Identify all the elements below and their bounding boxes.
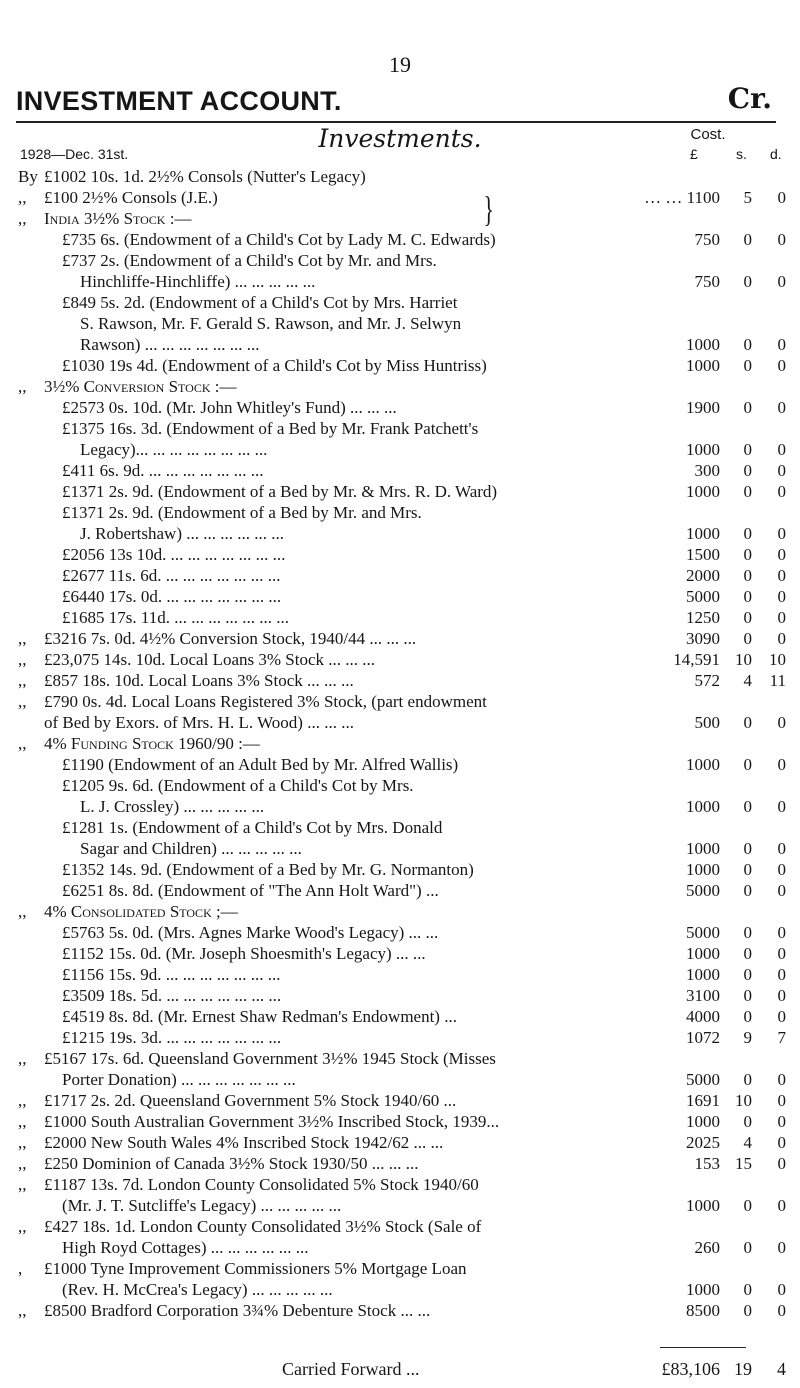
row-description: L. J. Crossley) ... ... ... ... ...	[80, 797, 265, 816]
row-amount-shillings: 10	[735, 650, 752, 669]
row-amount-pounds: 1000	[686, 1112, 720, 1131]
row-amount-pence: 0	[777, 545, 786, 564]
ledger-row	[0, 1195, 800, 1216]
row-description: High Royd Cottages) ... ... ... ... ... ...	[62, 1238, 309, 1257]
row-amount-shillings: 0	[743, 860, 752, 879]
row-prefix: ,,	[18, 1133, 27, 1152]
row-amount-pounds: 1000	[686, 482, 720, 501]
row-amount-shillings: 0	[743, 944, 752, 963]
row-prefix: ,	[18, 1259, 23, 1278]
row-amount-pounds: 1500	[686, 545, 720, 564]
ledger-row	[0, 208, 800, 229]
row-amount-shillings: 0	[743, 965, 752, 984]
row-amount-pounds: 1000	[686, 335, 720, 354]
row-description: £735 6s. (Endowment of a Child's Cot by Lady M. C. Edwards)	[62, 230, 496, 249]
row-description: £1205 9s. 6d. (Endowment of a Child's Cot by Mrs.	[62, 776, 414, 795]
row-amount-pence: 11	[769, 671, 786, 690]
ledger-row	[0, 355, 800, 376]
row-prefix: ,,	[18, 1091, 27, 1110]
row-amount-pence: 0	[777, 1196, 786, 1215]
row-amount-pence: 0	[777, 839, 786, 858]
row-amount-shillings: 0	[743, 881, 752, 900]
row-description: Hinchliffe-Hinchliffe) ... ... ... ... ...	[80, 272, 316, 291]
row-description: £2677 11s. 6d. ... ... ... ... ... ... ...	[62, 566, 281, 585]
row-description: £2000 New South Wales 4% Inscribed Stock 1942/62 ... ...	[44, 1133, 444, 1152]
cost-column-heading: Cost.	[690, 126, 726, 143]
row-description: £23,075 14s. 10d. Local Loans 3% Stock ... ... ...	[44, 650, 375, 669]
row-amount-shillings: 0	[743, 1196, 752, 1215]
row-amount-pence: 10	[769, 650, 786, 669]
ledger-row	[0, 376, 800, 397]
brace-symbol: }	[483, 189, 494, 229]
row-amount-shillings: 0	[743, 1112, 752, 1131]
ledger-row	[0, 460, 800, 481]
row-amount-pounds: 1000	[686, 797, 720, 816]
ledger-row	[0, 649, 800, 670]
row-description: £100 2½% Consols (J.E.)	[44, 188, 218, 207]
ledger-row	[0, 670, 800, 691]
header-rule	[16, 121, 776, 123]
row-amount-pence: 0	[777, 986, 786, 1005]
row-amount-pence: 0	[777, 755, 786, 774]
row-amount-shillings: 0	[743, 1280, 752, 1299]
row-amount-pence: 0	[777, 566, 786, 585]
row-amount-pounds: 1900	[686, 398, 720, 417]
row-amount-pence: 0	[777, 524, 786, 543]
row-description: £1352 14s. 9d. (Endowment of a Bed by Mr. G. Normanton)	[62, 860, 474, 879]
row-description: of Bed by Exors. of Mrs. H. L. Wood) ... ... ...	[44, 713, 354, 732]
row-amount-shillings: 0	[743, 1007, 752, 1026]
row-description: £1156 15s. 9d. ... ... ... ... ... ... ...	[62, 965, 281, 984]
shilling-column-heading: s.	[736, 146, 747, 162]
row-description: Legacy)... ... ... ... ... ... ... ...	[80, 440, 268, 459]
row-description: £3216 7s. 0d. 4½% Conversion Stock, 1940/44 ... ... ...	[44, 629, 417, 648]
row-description: £1190 (Endowment of an Adult Bed by Mr. Alfred Wallis)	[62, 755, 459, 774]
row-amount-shillings: 0	[743, 566, 752, 585]
row-description: 4% Funding Stock 1960/90 :—	[44, 734, 260, 753]
ledger-row	[0, 313, 800, 334]
row-amount-shillings: 0	[743, 608, 752, 627]
row-prefix: ,,	[18, 1217, 27, 1236]
row-amount-pence: 0	[777, 944, 786, 963]
ledger-row	[0, 859, 800, 880]
row-amount-shillings: 0	[743, 755, 752, 774]
row-amount-pounds: 1000	[686, 839, 720, 858]
ledger-row	[0, 1048, 800, 1069]
row-prefix: ,,	[18, 1154, 27, 1173]
ledger-row	[0, 754, 800, 775]
ledger-row	[0, 838, 800, 859]
row-amount-pence: 0	[777, 1154, 786, 1173]
row-amount-pounds: … … 1100	[644, 188, 720, 207]
row-amount-pounds: 500	[694, 713, 720, 732]
row-amount-pounds: 750	[694, 272, 720, 291]
row-amount-pounds: 750	[694, 230, 720, 249]
row-description: £1187 13s. 7d. London County Consolidated 5% Stock 1940/60	[44, 1175, 479, 1194]
row-description: £1685 17s. 11d. ... ... ... ... ... ... ...	[62, 608, 289, 627]
row-amount-shillings: 4	[743, 1133, 752, 1152]
row-description: £1215 19s. 3d. ... ... ... ... ... ... ...	[62, 1028, 282, 1047]
ledger-row	[0, 1300, 800, 1321]
row-description: £1000 South Australian Government 3½% Inscribed Stock, 1939...	[44, 1112, 500, 1131]
row-prefix: ,,	[18, 671, 27, 690]
ledger-row	[0, 901, 800, 922]
row-description: £4519 8s. 8d. (Mr. Ernest Shaw Redman's Endowment) ...	[62, 1007, 457, 1026]
row-amount-pence: 0	[777, 356, 786, 375]
ledger-row	[0, 943, 800, 964]
row-amount-pence: 0	[777, 1280, 786, 1299]
row-amount-pounds: 1691	[686, 1091, 720, 1110]
row-amount-shillings: 0	[743, 839, 752, 858]
pence-column-heading: d.	[770, 146, 782, 162]
row-description: £8500 Bradford Corporation 3¾% Debenture Stock ... ...	[44, 1301, 431, 1320]
row-amount-pounds: 5000	[686, 881, 720, 900]
row-amount-pence: 0	[777, 482, 786, 501]
row-amount-shillings: 0	[743, 713, 752, 732]
ledger-row	[0, 607, 800, 628]
ledger-row	[0, 1153, 800, 1174]
ledger-row	[0, 502, 800, 523]
total-rule	[660, 1347, 746, 1348]
row-description: £6251 8s. 8d. (Endowment of "The Ann Holt Ward") ...	[62, 881, 439, 900]
row-amount-pounds: 1000	[686, 1196, 720, 1215]
row-amount-pence: 0	[777, 1301, 786, 1320]
row-description: £5763 5s. 0d. (Mrs. Agnes Marke Wood's Legacy) ... ...	[62, 923, 439, 942]
ledger-row	[0, 880, 800, 901]
row-amount-shillings: 0	[743, 587, 752, 606]
row-amount-pence: 0	[777, 188, 786, 207]
row-prefix: ,,	[18, 902, 27, 921]
row-amount-pounds: 1000	[686, 860, 720, 879]
ledger-row	[0, 1090, 800, 1111]
ledger-row	[0, 1069, 800, 1090]
row-amount-shillings: 0	[743, 1070, 752, 1089]
row-amount-shillings: 0	[743, 797, 752, 816]
row-amount-pounds: 1000	[686, 1280, 720, 1299]
page-number: 19	[389, 52, 411, 77]
row-description: Sagar and Children) ... ... ... ... ...	[80, 839, 302, 858]
ledger-row	[0, 1258, 800, 1279]
ledger-row	[0, 796, 800, 817]
ledger-row	[0, 418, 800, 439]
row-amount-pence: 0	[777, 1091, 786, 1110]
entry-date: 1928—Dec. 31st.	[20, 146, 129, 162]
row-description: Porter Donation) ... ... ... ... ... ... ...	[62, 1070, 296, 1089]
row-amount-shillings: 0	[743, 1301, 752, 1320]
row-amount-pence: 7	[777, 1028, 786, 1047]
row-description: £1152 15s. 0d. (Mr. Joseph Shoesmith's Legacy) ... ...	[62, 944, 426, 963]
row-amount-shillings: 9	[743, 1028, 752, 1047]
row-amount-pounds: 260	[694, 1238, 720, 1257]
row-description: £5167 17s. 6d. Queensland Government 3½% 1945 Stock (Misses	[44, 1049, 496, 1068]
row-prefix: ,,	[18, 1112, 27, 1131]
row-prefix: ,,	[18, 377, 27, 396]
row-prefix: ,,	[18, 1301, 27, 1320]
row-prefix: ,,	[18, 1049, 27, 1068]
row-prefix: ,,	[18, 209, 27, 228]
row-amount-shillings: 0	[743, 335, 752, 354]
row-description: £1717 2s. 2d. Queensland Government 5% Stock 1940/60 ...	[44, 1091, 457, 1110]
row-amount-pence: 0	[777, 629, 786, 648]
row-description: £857 18s. 10d. Local Loans 3% Stock ... ... ...	[44, 671, 354, 690]
row-amount-shillings: 0	[743, 524, 752, 543]
row-amount-pence: 0	[777, 881, 786, 900]
row-description: £411 6s. 9d. ... ... ... ... ... ... ...	[62, 461, 264, 480]
row-prefix: ,,	[18, 629, 27, 648]
ledger-row	[0, 481, 800, 502]
ledger-row	[0, 1111, 800, 1132]
ledger-row	[0, 1237, 800, 1258]
account-title: INVESTMENT ACCOUNT.	[16, 86, 342, 116]
ledger-row	[0, 733, 800, 754]
row-description: £3509 18s. 5d. ... ... ... ... ... ... ...	[62, 986, 282, 1005]
row-description: £1371 2s. 9d. (Endowment of a Bed by Mr. & Mrs. R. D. Ward)	[62, 482, 498, 501]
row-amount-pounds: 1000	[686, 965, 720, 984]
row-amount-pounds: 153	[694, 1154, 720, 1173]
row-amount-pence: 0	[777, 335, 786, 354]
ledger-row	[0, 628, 800, 649]
row-prefix: ,,	[18, 188, 27, 207]
row-description: (Mr. J. T. Sutcliffe's Legacy) ... ... ... ... ...	[62, 1196, 342, 1215]
row-prefix: By	[18, 167, 38, 186]
row-amount-shillings: 15	[735, 1154, 752, 1173]
row-amount-pounds: 14,591	[673, 650, 720, 669]
ledger-row	[0, 334, 800, 355]
ledger-row	[0, 1174, 800, 1195]
row-amount-shillings: 0	[743, 461, 752, 480]
row-amount-pounds: 1000	[686, 440, 720, 459]
row-amount-pounds: 1000	[686, 944, 720, 963]
row-amount-pounds: 1000	[686, 356, 720, 375]
ledger-row	[0, 1027, 800, 1048]
row-prefix: ,,	[18, 650, 27, 669]
row-amount-pence: 0	[777, 1238, 786, 1257]
row-amount-pence: 0	[777, 461, 786, 480]
carried-forward-pounds: £83,106	[661, 1359, 720, 1379]
ledger-row	[0, 250, 800, 271]
row-amount-pounds: 2000	[686, 566, 720, 585]
ledger-row	[0, 1132, 800, 1153]
ledger-row	[0, 397, 800, 418]
row-prefix: ,,	[18, 734, 27, 753]
row-amount-shillings: 5	[743, 188, 752, 207]
row-amount-pounds: 5000	[686, 923, 720, 942]
row-description: £427 18s. 1d. London County Consolidated 3½% Stock (Sale of	[44, 1217, 482, 1236]
row-description: Rawson) ... ... ... ... ... ... ...	[80, 335, 260, 354]
ledger-row	[0, 1216, 800, 1237]
row-amount-shillings: 0	[743, 356, 752, 375]
row-amount-pence: 0	[777, 587, 786, 606]
row-amount-pence: 0	[777, 608, 786, 627]
row-amount-pence: 0	[777, 230, 786, 249]
ledger-row	[0, 586, 800, 607]
row-description: £2573 0s. 10d. (Mr. John Whitley's Fund) ... ... ...	[62, 398, 397, 417]
row-amount-pounds: 1250	[686, 608, 720, 627]
ledger-row	[0, 922, 800, 943]
row-amount-pence: 0	[777, 860, 786, 879]
row-amount-pounds: 3100	[686, 986, 720, 1005]
row-description: £1000 Tyne Improvement Commissioners 5% Mortgage Loan	[44, 1259, 467, 1278]
carried-forward-pence: 4	[777, 1359, 786, 1379]
row-amount-pounds: 572	[694, 671, 720, 690]
row-amount-shillings: 0	[743, 1238, 752, 1257]
row-description: (Rev. H. McCrea's Legacy) ... ... ... ... ...	[62, 1280, 333, 1299]
row-amount-shillings: 10	[735, 1091, 752, 1110]
ledger-row	[0, 292, 800, 313]
row-description: £6440 17s. 0d. ... ... ... ... ... ... ...	[62, 587, 282, 606]
row-amount-shillings: 0	[743, 482, 752, 501]
carried-forward-label: Carried Forward ...	[282, 1359, 420, 1379]
row-description: £849 5s. 2d. (Endowment of a Child's Cot by Mrs. Harriet	[62, 293, 458, 312]
row-prefix: ,,	[18, 1175, 27, 1194]
row-amount-shillings: 4	[743, 671, 752, 690]
ledger-row	[0, 1279, 800, 1300]
row-amount-pence: 0	[777, 965, 786, 984]
row-amount-shillings: 0	[743, 545, 752, 564]
credit-side-label: Cr.	[727, 82, 772, 115]
row-amount-pounds: 300	[694, 461, 720, 480]
ledger-row	[0, 985, 800, 1006]
ledger-row	[0, 964, 800, 985]
ledger-row	[0, 523, 800, 544]
row-description: 4% Consolidated Stock ;—	[44, 902, 238, 921]
ledger-row	[0, 1006, 800, 1027]
row-amount-pounds: 2025	[686, 1133, 720, 1152]
ledger-row	[0, 271, 800, 292]
row-description: £2056 13s 10d. ... ... ... ... ... ... ...	[62, 545, 286, 564]
row-amount-pounds: 3090	[686, 629, 720, 648]
row-amount-pence: 0	[777, 1133, 786, 1152]
row-amount-shillings: 0	[743, 440, 752, 459]
row-amount-shillings: 0	[743, 398, 752, 417]
row-description: £737 2s. (Endowment of a Child's Cot by Mr. and Mrs.	[62, 251, 437, 270]
row-amount-shillings: 0	[743, 986, 752, 1005]
row-amount-shillings: 0	[743, 629, 752, 648]
row-description: India 3½% Stock :—	[44, 209, 192, 228]
row-amount-pence: 0	[777, 440, 786, 459]
carried-forward-shillings: 19	[734, 1359, 752, 1379]
row-prefix: ,,	[18, 692, 27, 711]
row-description: S. Rawson, Mr. F. Gerald S. Rawson, and Mr. J. Selwyn	[80, 314, 462, 333]
row-description: £1281 1s. (Endowment of a Child's Cot by Mrs. Donald	[62, 818, 443, 837]
row-description: £1002 10s. 1d. 2½% Consols (Nutter's Legacy)	[44, 167, 366, 186]
row-amount-pence: 0	[777, 1070, 786, 1089]
row-description: £1371 2s. 9d. (Endowment of a Bed by Mr. and Mrs.	[62, 503, 422, 522]
row-amount-pence: 0	[777, 1112, 786, 1131]
row-amount-pounds: 1000	[686, 524, 720, 543]
ledger-row	[0, 439, 800, 460]
row-description: J. Robertshaw) ... ... ... ... ... ...	[80, 524, 284, 543]
row-amount-pounds: 1000	[686, 755, 720, 774]
ledger-row	[0, 544, 800, 565]
row-amount-pence: 0	[777, 1007, 786, 1026]
row-amount-pence: 0	[777, 398, 786, 417]
row-description: £250 Dominion of Canada 3½% Stock 1930/50 ... ... ...	[44, 1154, 419, 1173]
row-description: £1030 19s 4d. (Endowment of a Child's Cot by Miss Huntriss)	[62, 356, 487, 375]
row-amount-pence: 0	[777, 272, 786, 291]
row-amount-pounds: 5000	[686, 1070, 720, 1089]
ledger-row	[0, 166, 800, 187]
row-amount-pence: 0	[777, 923, 786, 942]
row-amount-pounds: 1072	[686, 1028, 720, 1047]
row-amount-pounds: 4000	[686, 1007, 720, 1026]
row-description: £1375 16s. 3d. (Endowment of a Bed by Mr. Frank Patchett's	[62, 419, 479, 438]
row-amount-pence: 0	[777, 713, 786, 732]
row-amount-shillings: 0	[743, 230, 752, 249]
ledger-row	[0, 775, 800, 796]
ledger-row	[0, 712, 800, 733]
ledger-row	[0, 229, 800, 250]
row-amount-pounds: 8500	[686, 1301, 720, 1320]
row-description: 3½% Conversion Stock :—	[44, 377, 237, 396]
row-amount-shillings: 0	[743, 272, 752, 291]
ledger-row	[0, 817, 800, 838]
ledger-row	[0, 565, 800, 586]
row-amount-shillings: 0	[743, 923, 752, 942]
section-subtitle: Investments.	[318, 124, 482, 153]
row-amount-pence: 0	[777, 797, 786, 816]
ledger-row	[0, 691, 800, 712]
row-description: £790 0s. 4d. Local Loans Registered 3% Stock, (part endowment	[44, 692, 487, 711]
investment-entries	[0, 166, 800, 1321]
row-amount-pounds: 5000	[686, 587, 720, 606]
pound-column-heading: £	[690, 146, 698, 162]
